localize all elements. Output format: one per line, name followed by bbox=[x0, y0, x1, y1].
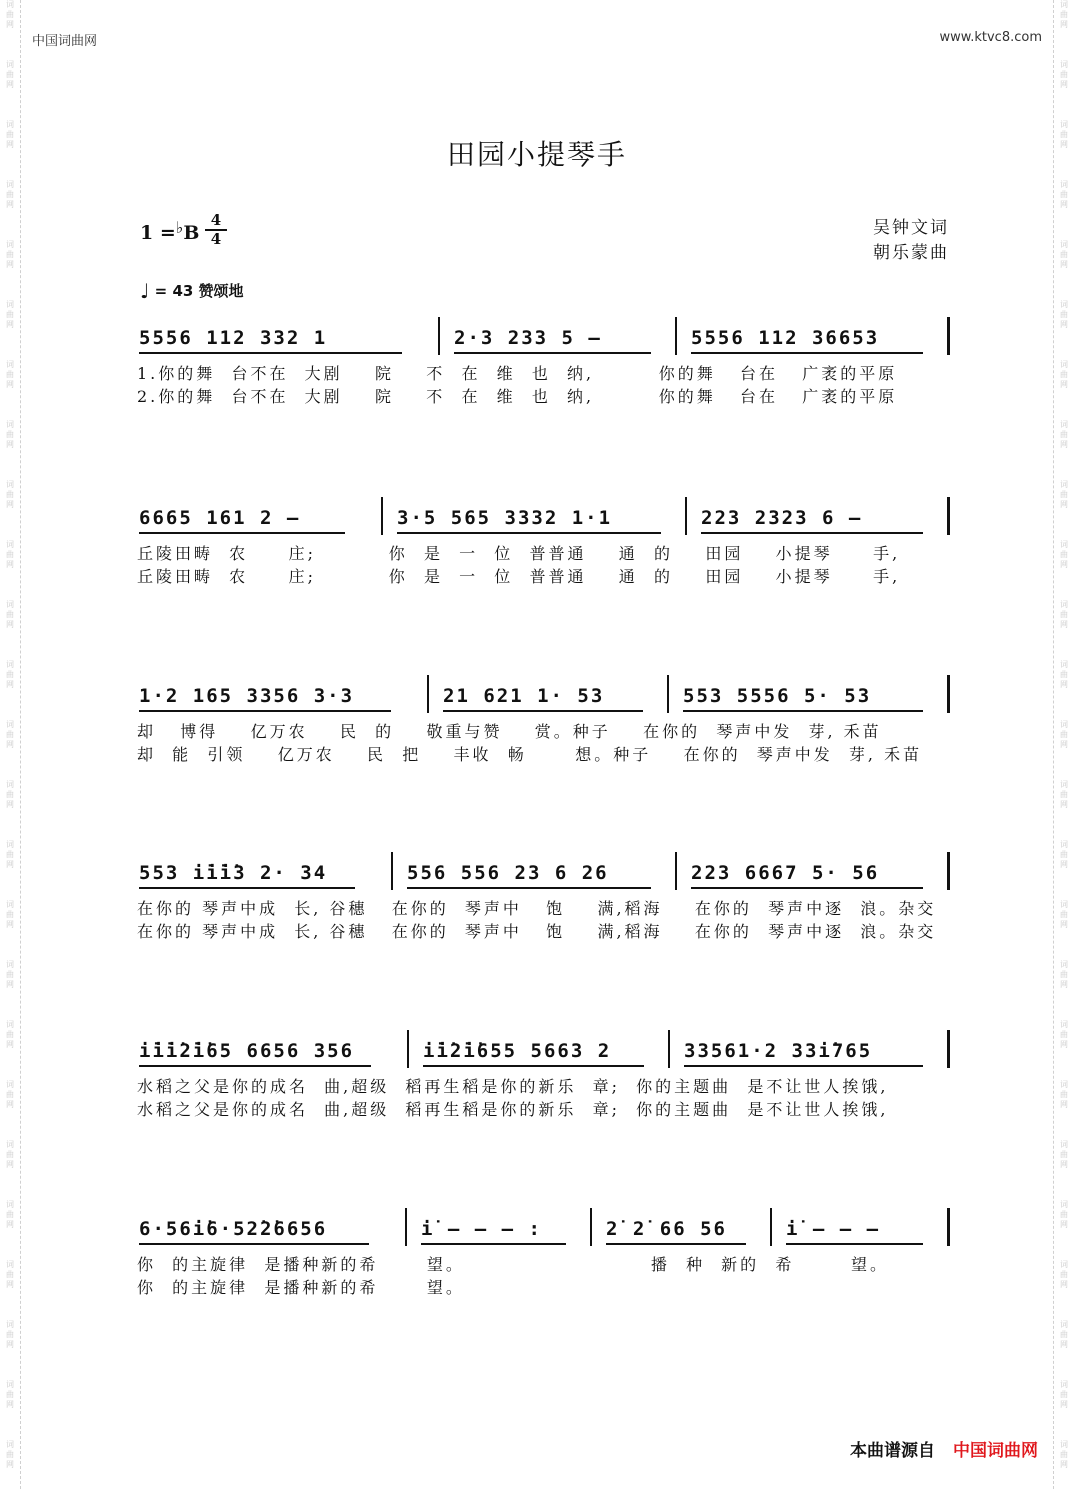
watermark-mark: 词 曲 网 bbox=[1060, 1140, 1068, 1169]
beam-line bbox=[691, 887, 923, 889]
measure: 3·5 565 3332 1·1 bbox=[397, 507, 613, 529]
staff-system bbox=[137, 1036, 949, 1176]
watermark-mark: 词 曲 网 bbox=[6, 1260, 14, 1289]
bar-line bbox=[381, 497, 383, 535]
lyrics-line-2: 2.你的舞 台不在 大剧 院 不 在 维 也 纳, 你的舞 台在 广袤的平原 bbox=[137, 387, 898, 406]
watermark-mark: 词 曲 网 bbox=[6, 1380, 14, 1409]
measure: 21 621 1· 53 bbox=[443, 685, 605, 707]
notation-row bbox=[137, 858, 949, 898]
watermark-mark: 词 曲 网 bbox=[6, 360, 14, 389]
watermark-mark: 词 曲 网 bbox=[1060, 1260, 1068, 1289]
bar-line bbox=[947, 852, 950, 890]
watermark-mark: 词 曲 网 bbox=[6, 540, 14, 569]
bar-line bbox=[685, 497, 687, 535]
lyrics-line-2: 在你的 琴声中成 长, 谷穗 在你的 琴声中 饱 满,稻海 在你的 琴声中逐 浪。杂交 bbox=[137, 922, 937, 941]
notation-row bbox=[137, 323, 949, 363]
measure: i̇ – – – : bbox=[421, 1218, 542, 1240]
bar-line bbox=[427, 675, 429, 713]
bar-line bbox=[667, 675, 669, 713]
bar-line bbox=[675, 852, 677, 890]
tempo-marking bbox=[140, 279, 244, 303]
time-top: 4 bbox=[205, 212, 227, 231]
staff-system bbox=[137, 503, 949, 643]
bar-line bbox=[668, 1030, 670, 1068]
measure: 2·3 233 5 – bbox=[454, 327, 602, 349]
lyrics-line-1: 你 的主旋律 是播种新的希 望。 播 种 新的 希 望。 bbox=[137, 1255, 889, 1274]
watermark-mark: 词 曲 网 bbox=[6, 240, 14, 269]
bar-line bbox=[947, 1208, 950, 1246]
watermark-mark: 词 曲 网 bbox=[6, 600, 14, 629]
measure: 33561·2 33i̇765 bbox=[684, 1040, 873, 1062]
beam-line bbox=[786, 1243, 923, 1245]
watermark-mark: 词 曲 网 bbox=[6, 660, 14, 689]
beam-line bbox=[407, 887, 651, 889]
site-url[interactable]: www.ktvc8.com bbox=[939, 30, 1042, 45]
lyricist: 吴钟文词 bbox=[873, 218, 949, 238]
watermark-mark: 词 曲 网 bbox=[1060, 1080, 1068, 1109]
right-watermark bbox=[1057, 0, 1071, 1489]
watermark-mark: 词 曲 网 bbox=[1060, 720, 1068, 749]
watermark-mark: 词 曲 网 bbox=[1060, 420, 1068, 449]
staff-system bbox=[137, 1214, 949, 1354]
beam-line bbox=[606, 1243, 746, 1245]
watermark-mark: 词 曲 网 bbox=[6, 0, 14, 29]
watermark-mark: 词 曲 网 bbox=[6, 780, 14, 809]
notation-row bbox=[137, 1214, 949, 1254]
beam-line bbox=[691, 352, 923, 354]
lyrics-line-1: 丘陵田畴 农 庄; 你 是 一 位 普普通 通 的 田园 小提琴 手, bbox=[137, 544, 901, 563]
watermark-mark: 词 曲 网 bbox=[6, 1440, 14, 1469]
source-label: 本曲谱源自 bbox=[850, 1441, 935, 1461]
key-letter: B bbox=[183, 222, 200, 244]
beam-line bbox=[139, 887, 355, 889]
watermark-mark: 词 曲 网 bbox=[1060, 960, 1068, 989]
watermark-mark: 词 曲 网 bbox=[1060, 240, 1068, 269]
watermark-mark: 词 曲 网 bbox=[1060, 1320, 1068, 1349]
lyrics-line-2: 水稻之父是你的成名 曲,超级 稻再生稻是你的新乐 章; 你的主题曲 是不让世人挨饿, bbox=[137, 1100, 889, 1119]
beam-line bbox=[683, 710, 923, 712]
watermark-mark: 词 曲 网 bbox=[1060, 660, 1068, 689]
quarter-note-icon: ♩ bbox=[140, 279, 150, 303]
bar-line bbox=[391, 852, 393, 890]
measure: i̇i̇i̇2̇i̇65 6656 356 bbox=[139, 1040, 355, 1062]
beam-line bbox=[443, 710, 643, 712]
lyrics-line-1: 1.你的舞 台不在 大剧 院 不 在 维 也 纳, 你的舞 台在 广袤的平原 bbox=[137, 364, 898, 383]
staff-system bbox=[137, 858, 949, 998]
measure: 6·56i̇6·52̇2̇6656 bbox=[139, 1218, 328, 1240]
staff-system bbox=[137, 323, 949, 463]
footer bbox=[850, 1436, 1038, 1461]
composer: 朝乐蒙曲 bbox=[873, 243, 949, 263]
watermark-mark: 词 曲 网 bbox=[6, 120, 14, 149]
measure: 5556 112 332 1 bbox=[139, 327, 328, 349]
watermark-mark: 词 曲 网 bbox=[6, 1140, 14, 1169]
watermark-mark: 词 曲 网 bbox=[6, 960, 14, 989]
notation-row bbox=[137, 1036, 949, 1076]
site-name: 中国词曲网 bbox=[32, 34, 98, 49]
watermark-mark: 词 曲 网 bbox=[1060, 480, 1068, 509]
watermark-mark: 词 曲 网 bbox=[1060, 900, 1068, 929]
lyrics-line-1: 却 博得 亿万农 民 的 敬重与赞 赏。种子 在你的 琴声中发 芽, 禾苗 bbox=[137, 722, 882, 741]
watermark-mark: 词 曲 网 bbox=[6, 840, 14, 869]
beam-line bbox=[454, 352, 651, 354]
notation-row bbox=[137, 681, 949, 721]
watermark-mark: 词 曲 网 bbox=[6, 1080, 14, 1109]
watermark-mark: 词 曲 网 bbox=[6, 180, 14, 209]
watermark-mark: 词 曲 网 bbox=[6, 300, 14, 329]
lyrics-line-2: 却 能 引领 亿万农 民 把 丰收 畅 想。种子 在你的 琴声中发 芽, 禾苗 bbox=[137, 745, 923, 764]
bar-line bbox=[438, 317, 440, 355]
watermark-mark: 词 曲 网 bbox=[6, 480, 14, 509]
bar-line bbox=[770, 1208, 772, 1246]
beam-line bbox=[421, 1243, 566, 1245]
right-cut-line bbox=[1053, 0, 1054, 1489]
watermark-mark: 词 曲 网 bbox=[1060, 540, 1068, 569]
watermark-mark: 词 曲 网 bbox=[1060, 1020, 1068, 1049]
measure: 553 5556 5· 53 bbox=[683, 685, 872, 707]
beam-line bbox=[139, 532, 345, 534]
time-signature bbox=[205, 212, 227, 248]
beam-line bbox=[139, 1243, 369, 1245]
lyrics-line-1: 水稻之父是你的成名 曲,超级 稻再生稻是你的新乐 章; 你的主题曲 是不让世人挨饿, bbox=[137, 1077, 889, 1096]
tempo-text: = 43 赞颂地 bbox=[154, 282, 244, 300]
bar-line bbox=[675, 317, 677, 355]
left-cut-line bbox=[20, 0, 21, 1489]
watermark-mark: 词 曲 网 bbox=[6, 60, 14, 89]
beam-line bbox=[423, 1065, 644, 1067]
watermark-mark: 词 曲 网 bbox=[6, 1020, 14, 1049]
notation-row bbox=[137, 503, 949, 543]
bar-line bbox=[590, 1208, 592, 1246]
watermark-mark: 词 曲 网 bbox=[6, 720, 14, 749]
measure: 1·2 165 3356 3·3 bbox=[139, 685, 355, 707]
staff-system bbox=[137, 681, 949, 821]
watermark-mark: 词 曲 网 bbox=[1060, 360, 1068, 389]
flat-sign: ♭ bbox=[175, 218, 184, 237]
beam-line bbox=[139, 1065, 371, 1067]
bar-line bbox=[405, 1208, 407, 1246]
watermark-mark: 词 曲 网 bbox=[6, 1200, 14, 1229]
watermark-mark: 词 曲 网 bbox=[1060, 600, 1068, 629]
watermark-mark: 词 曲 网 bbox=[6, 1320, 14, 1349]
bar-line bbox=[947, 317, 950, 355]
watermark-mark: 词 曲 网 bbox=[1060, 780, 1068, 809]
bar-line bbox=[407, 1030, 409, 1068]
watermark-mark: 词 曲 网 bbox=[6, 900, 14, 929]
measure: i̇ – – – bbox=[786, 1218, 881, 1240]
beam-line bbox=[701, 532, 923, 534]
beam-line bbox=[397, 532, 661, 534]
measure: 223 2323 6 – bbox=[701, 507, 863, 529]
song-title: 田园小提琴手 bbox=[446, 138, 627, 171]
key-prefix: 1 = bbox=[140, 222, 176, 244]
watermark-mark: 词 曲 网 bbox=[6, 420, 14, 449]
lyrics-line-2: 你 的主旋律 是播种新的希 望。 bbox=[137, 1278, 465, 1297]
watermark-mark: 词 曲 网 bbox=[1060, 60, 1068, 89]
measure: 556 556 23 6 26 bbox=[407, 862, 609, 884]
lyrics-line-2: 丘陵田畴 农 庄; 你 是 一 位 普普通 通 的 田园 小提琴 手, bbox=[137, 567, 901, 586]
credits bbox=[873, 216, 949, 266]
watermark-mark: 词 曲 网 bbox=[1060, 300, 1068, 329]
measure: 5556 112 36653 bbox=[691, 327, 880, 349]
beam-line bbox=[139, 710, 391, 712]
lyrics-line-1: 在你的 琴声中成 长, 谷穗 在你的 琴声中 饱 满,稻海 在你的 琴声中逐 浪。杂交 bbox=[137, 899, 937, 918]
watermark-mark: 词 曲 网 bbox=[1060, 1380, 1068, 1409]
watermark-mark: 词 曲 网 bbox=[1060, 180, 1068, 209]
watermark-mark: 词 曲 网 bbox=[1060, 0, 1068, 29]
beam-line bbox=[139, 352, 402, 354]
beam-line bbox=[684, 1065, 923, 1067]
watermark-mark: 词 曲 网 bbox=[1060, 1440, 1068, 1469]
watermark-mark: 词 曲 网 bbox=[1060, 1200, 1068, 1229]
bar-line bbox=[947, 1030, 950, 1068]
measure: 2̇ 2̇ 66 56 bbox=[606, 1218, 727, 1240]
measure: 553 i̇i̇i̇3 2· 34 bbox=[139, 862, 328, 884]
measure: 6665 161 2 – bbox=[139, 507, 301, 529]
footer-brand[interactable]: 中国词曲网 bbox=[953, 1441, 1038, 1461]
measure: i̇i̇2̇i̇655 5663 2 bbox=[423, 1040, 612, 1062]
left-watermark bbox=[3, 0, 17, 1489]
key-signature bbox=[140, 218, 199, 244]
measure: 223 6667 5· 56 bbox=[691, 862, 880, 884]
watermark-mark: 词 曲 网 bbox=[1060, 840, 1068, 869]
bar-line bbox=[947, 497, 950, 535]
bar-line bbox=[947, 675, 950, 713]
time-bottom: 4 bbox=[210, 230, 222, 248]
watermark-mark: 词 曲 网 bbox=[1060, 120, 1068, 149]
